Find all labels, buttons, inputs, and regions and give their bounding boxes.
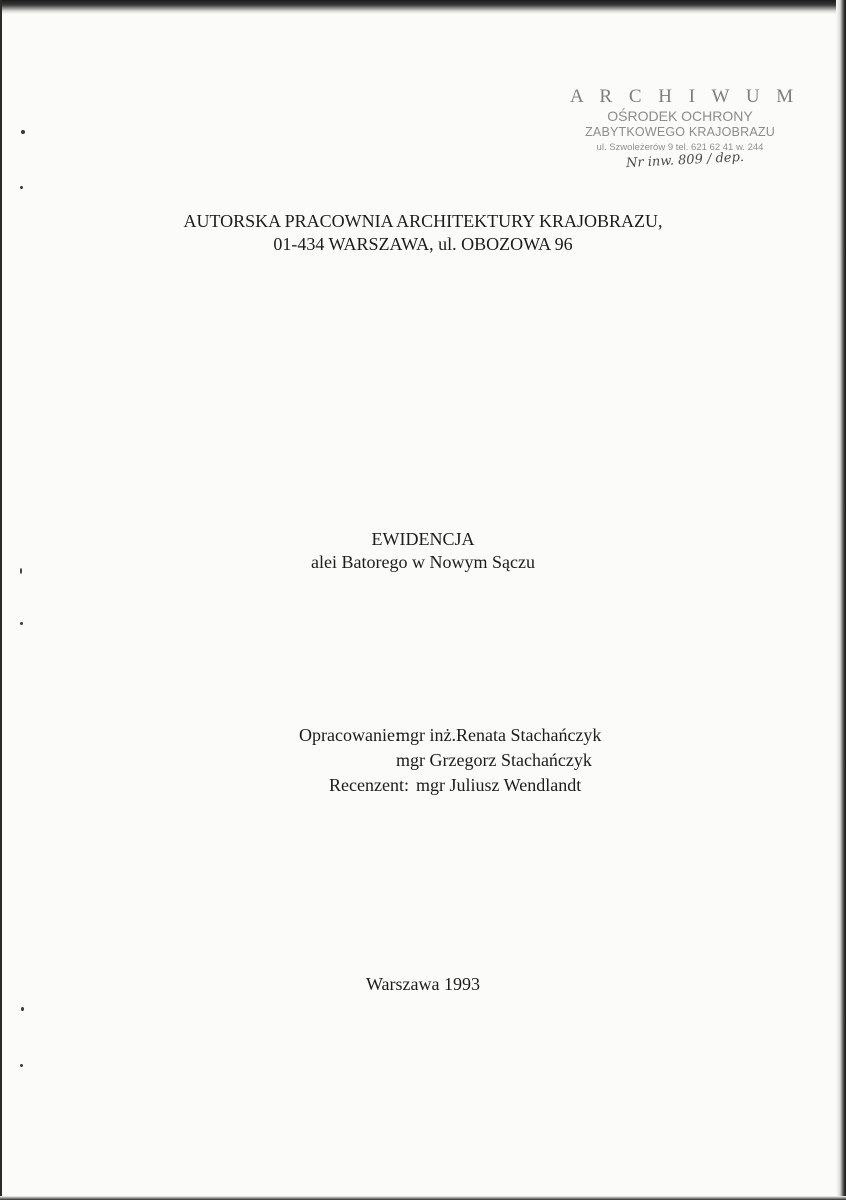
stamp-title: A R C H I W U M [570,86,800,107]
credits-author-2: mgr Grzegorz Stachańczyk [396,750,592,770]
credits-reviewer: mgr Juliusz Wendlandt [416,775,582,795]
document-subtitle: alei Batorego w Nowym Sączu [311,552,535,572]
credits-author-1: mgr inż.Renata Stachańczyk [396,725,602,745]
margin-speck [20,622,23,625]
scan-border-top [0,0,846,14]
margin-speck [20,1064,23,1067]
stamp-institution-line1: OŚRODEK OCHRONY [607,108,753,124]
document-title: EWIDENCJA [371,529,475,549]
scan-border-left [0,0,2,1200]
scan-border-bottom [0,1196,846,1200]
header-studio-name: AUTORSKA PRACOWNIA ARCHITEKTURY KRAJOBRAZU, [183,211,663,231]
margin-speck [21,130,25,134]
place-and-year: Warszawa 1993 [365,974,480,994]
stamp-institution-line2: ZABYTKOWEGO KRAJOBRAZU [585,125,775,139]
stamp-address: ul. Szwoleżerów 9 tel. 621 62 41 w. 244 [596,142,764,153]
credits-reviewer-label: Recenzent: [329,775,409,795]
scan-border-right [836,0,846,1200]
credits-prepared-label: Opracowanie: [299,725,400,745]
header-address: 01-434 WARSZAWA, ul. OBOZOWA 96 [273,234,573,254]
margin-speck [20,186,23,189]
margin-speck [21,1007,24,1011]
stamp-inventory-number: Nr inw. 809 / dep. [625,149,745,172]
